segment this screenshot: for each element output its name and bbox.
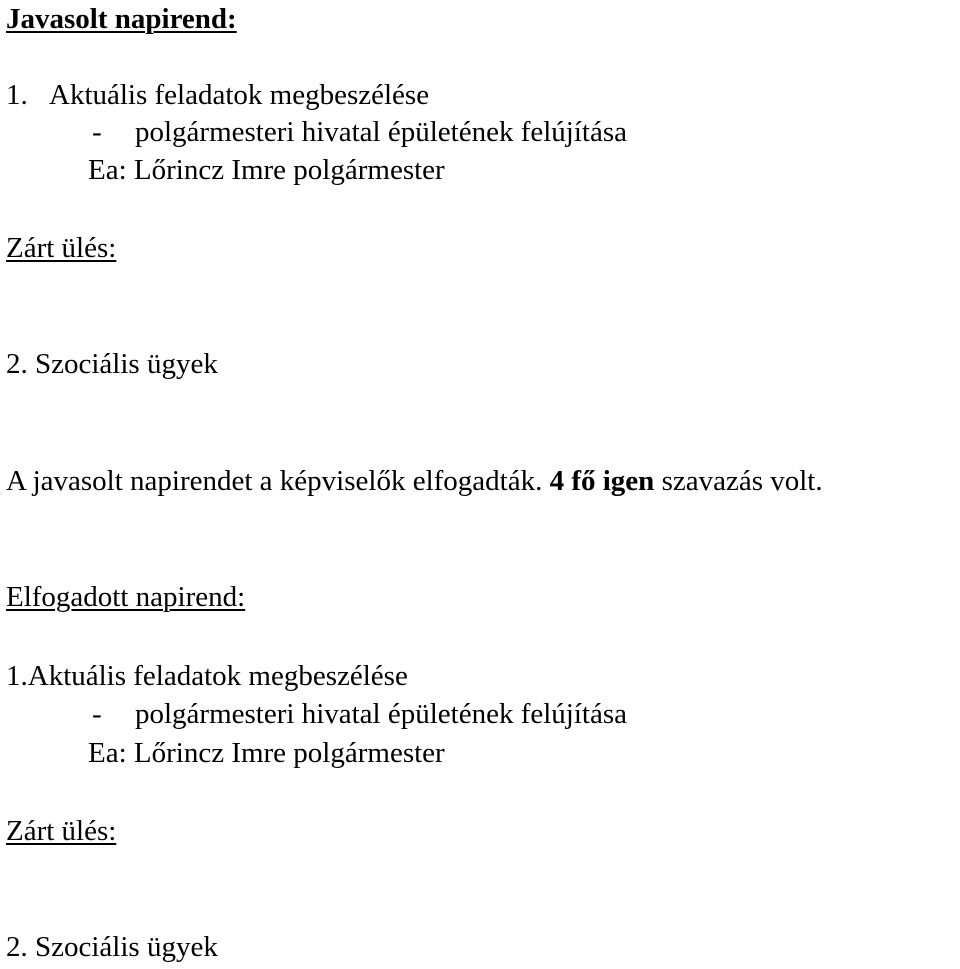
vote-sentence bbox=[6, 467, 823, 496]
accepted-item1-dash: - bbox=[92, 698, 102, 730]
proposed-item1-presenter: Ea: Lőrincz Imre polgármester bbox=[88, 154, 445, 186]
proposed-item1-sub: polgármesteri hivatal épületének felújítása bbox=[135, 116, 627, 148]
accepted-item1-title: Aktuális feladatok megbeszélése bbox=[27, 660, 408, 692]
accepted-item1 bbox=[6, 662, 408, 691]
accepted-item1-number: 1. bbox=[6, 660, 28, 692]
accepted-item1-sub: polgármesteri hivatal épületének felújítása bbox=[135, 698, 627, 730]
proposed-closed-session-heading: Zárt ülés: bbox=[6, 232, 117, 264]
proposed-item1-title: Aktuális feladatok megbeszélése bbox=[49, 79, 430, 111]
accepted-closed-session-heading: Zárt ülés: bbox=[6, 815, 117, 847]
proposed-item1-number: 1. bbox=[6, 79, 28, 111]
accepted-agenda-heading: Elfogadott napirend: bbox=[6, 581, 246, 613]
accepted-item2: 2. Szociális ügyek bbox=[6, 931, 218, 963]
proposed-item1-dash: - bbox=[92, 116, 102, 148]
vote-count-bold: 4 fő igen bbox=[549, 465, 655, 497]
proposed-item2: 2. Szociális ügyek bbox=[6, 348, 218, 380]
vote-text-after: szavazás volt. bbox=[661, 465, 823, 497]
proposed-agenda-heading: Javasolt napirend: bbox=[6, 3, 237, 35]
vote-text-before: A javasolt napirendet a képviselők elfogadták. bbox=[6, 465, 543, 497]
accepted-item1-presenter: Ea: Lőrincz Imre polgármester bbox=[88, 737, 445, 769]
